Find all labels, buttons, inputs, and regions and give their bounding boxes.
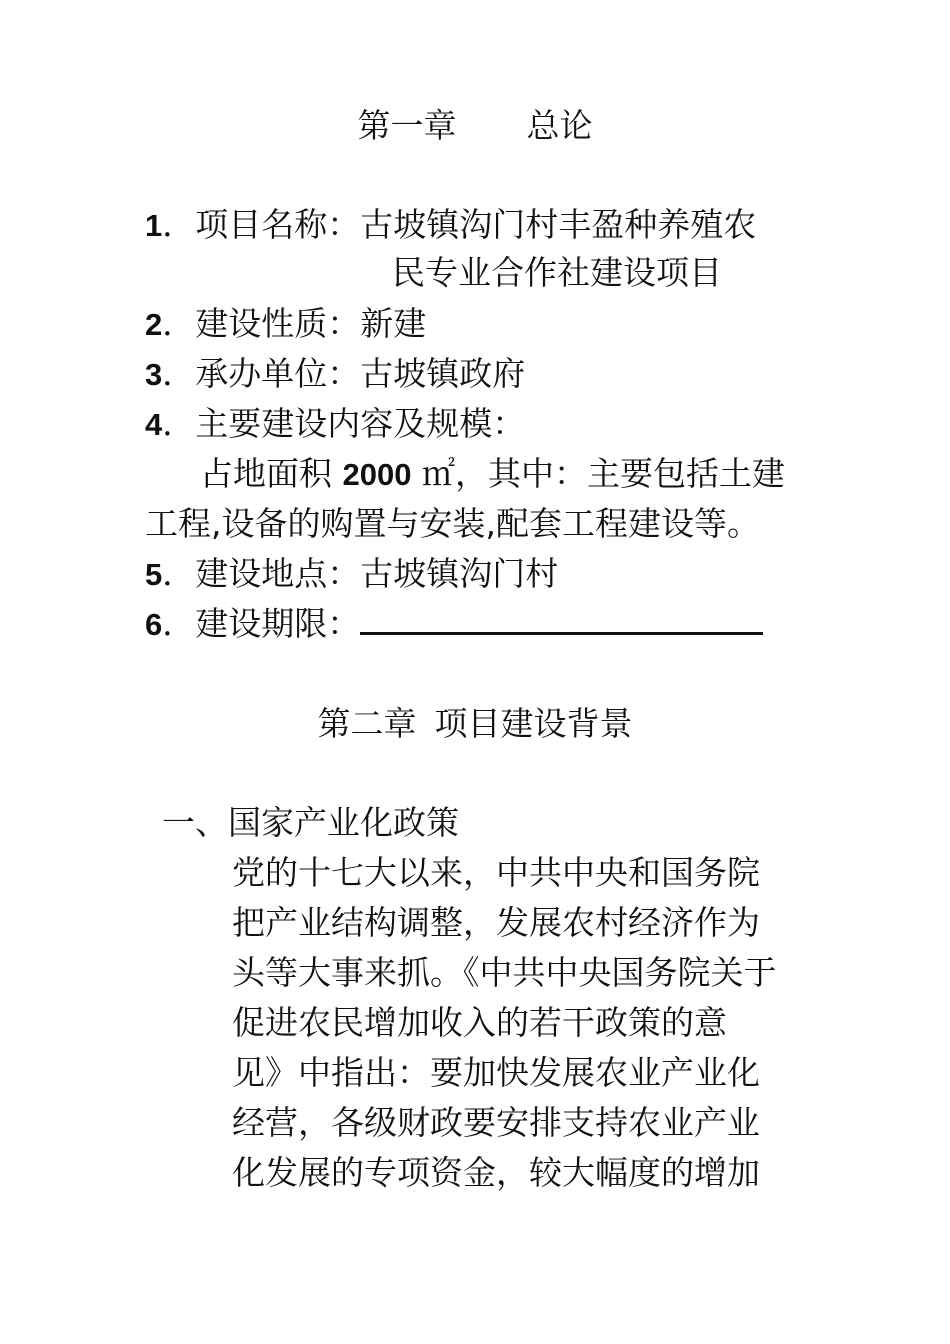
item-label: 建设性质： <box>195 304 361 343</box>
item-label: 项目名称： <box>195 205 361 244</box>
item-value: 新建 <box>360 304 427 343</box>
item-number: 3 <box>145 357 163 392</box>
scale-suffix: ㎡，其中：主要包括土建 <box>411 454 785 493</box>
item-1-continuation <box>392 253 722 293</box>
item-value-continued: 民专业合作社建设项目 <box>392 253 722 292</box>
chapter-1-title: 总论 <box>526 106 593 145</box>
section-1-heading <box>162 803 459 843</box>
item-5: 5．建设地点：古坡镇沟门村 <box>145 554 559 593</box>
item-number: 2 <box>145 307 163 342</box>
paragraph-line: 促进农民增加收入的若干政策的意 <box>232 1003 727 1042</box>
item-number: 4 <box>145 407 163 442</box>
section-1-paragraph <box>232 848 812 1198</box>
scale-line-2 <box>145 504 760 544</box>
item-number: 1 <box>145 208 163 243</box>
paragraph-line: 把产业结构调整，发展农村经济作为 <box>232 903 760 942</box>
chapter-2-label: 第二章 <box>317 704 417 743</box>
item-label: 建设地点： <box>195 554 361 593</box>
item-3: 3．承办单位：古坡镇政府 <box>145 354 526 393</box>
item-label: 承办单位： <box>195 354 361 393</box>
chapter-1-label: 第一章 <box>357 106 457 145</box>
section-heading-text: 一、国家产业化政策 <box>162 803 459 842</box>
chapter-1-heading <box>0 106 950 146</box>
paragraph-line: 见》中指出：要加快发展农业产业化 <box>232 1053 760 1092</box>
item-value: 古坡镇沟门村丰盈种养殖农 <box>360 205 757 244</box>
item-1: 1．项目名称：古坡镇沟门村丰盈种养殖农 <box>145 205 757 244</box>
scale-prefix: 占地面积 <box>200 454 343 493</box>
paragraph-line: 头等大事来抓。《中共中央国务院关于 <box>232 953 777 992</box>
chapter-2-title: 项目建设背景 <box>434 704 633 743</box>
blank-underline <box>360 604 763 635</box>
paragraph-line: 党的十七大以来，中共中央和国务院 <box>232 853 760 892</box>
item-label: 主要建设内容及规模： <box>195 404 526 443</box>
item-4: 4．主要建设内容及规模： <box>145 404 526 443</box>
chapter-2-heading <box>0 704 950 744</box>
item-label: 建设期限： <box>195 604 361 643</box>
item-number: 6 <box>145 607 163 642</box>
item-2: 2．建设性质：新建 <box>145 304 427 343</box>
scale-line-2-text: 工程,设备的购置与安装,配套工程建设等。 <box>145 504 760 543</box>
item-6: 6．建设期限： <box>145 604 763 645</box>
paragraph-line: 化发展的专项资金，较大幅度的增加 <box>232 1153 760 1192</box>
paragraph-line: 经营，各级财政要安排支持农业产业 <box>232 1103 760 1142</box>
scale-area: 2000 <box>342 457 412 492</box>
item-value: 古坡镇政府 <box>360 354 526 393</box>
scale-line-1 <box>200 454 785 495</box>
item-value: 古坡镇沟门村 <box>360 554 559 593</box>
item-number: 5 <box>145 557 163 592</box>
